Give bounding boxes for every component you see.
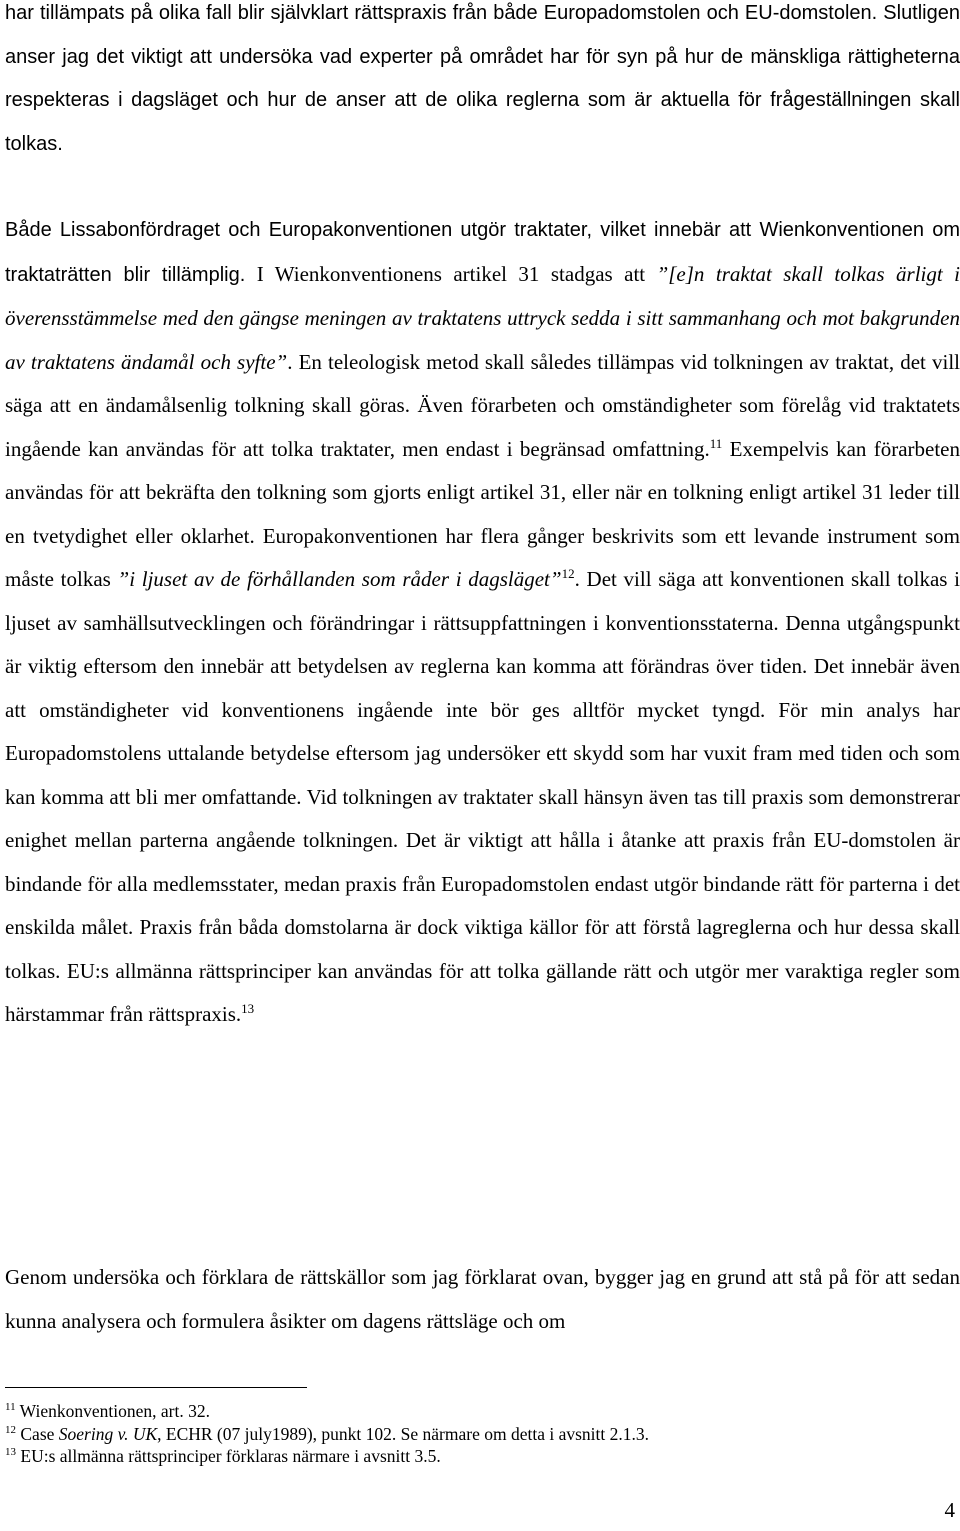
footnote-text: Wienkonventionen, art. 32. — [19, 1401, 210, 1421]
paragraph-text: . En teleologisk metod skall således tillämpas vid tolkningen av traktat, det vill säga att en ändamålsenlig tolkning skall göras. Även förarbeten och omständigheter som förelåg vid traktatets ingående kan användas för att tolka traktater, men endast i begränsad omfattning. — [5, 349, 960, 461]
quote-article-31: ”[e]n traktat skall tolkas ärligt i överensstämmelse med den gängse meningen av traktatens uttryck sedda i sitt sammanhang och mot bakgrunden av traktatens ändamål och syfte” — [5, 261, 960, 374]
quote-living-instrument: ”i ljuset av de förhållanden som råder i dagsläget” — [117, 567, 562, 591]
footnote-text: , ECHR (07 july1989), punkt 102. Se närmare om detta i avsnitt 2.1.3. — [157, 1423, 650, 1444]
footnote-ref-13[interactable]: 13 — [241, 1001, 255, 1016]
paragraph-treaty-interpretation — [5, 208, 960, 1037]
paragraph-text: har tillämpats på olika fall blir självklart rättspraxis från både Europadomstolen och EU-domstolen. Slutligen anser jag det viktigt att undersöka vad experter på området har för syn på hur de mänskliga rättigheterna respekteras i dagsläget och hur de anser att de olika reglerna som är aktuella för frågeställningen skall tolkas. — [5, 2, 960, 155]
footnote-ref-12[interactable]: 12 — [561, 566, 575, 581]
footnote-text: EU:s allmänna rättsprinciper förklaras närmare i avsnitt 3.5. — [20, 1446, 441, 1466]
paragraph-text: . Det vill säga att konventionen skall tolkas i ljuset av samhällsutvecklingen och förändringar i rättsuppfattningen i konventionsstaterna. Denna utgångspunkt är viktig eftersom den innebär att betydelsen av reglerna kan komma att förändras över tiden. Det innebär även att omständigheter vid konventionens ingående inte bör ges alltför mycket tyngd. För min analys har Europadomstolens uttalande betydelse eftersom jag undersöker ett skydd som har vuxit fram med tiden och som kan komma att bli mer omfattande. Vid tolkningen av traktater skall hänsyn även tas till praxis som demonstrerar enighet mellan parterna angående tolkningen. Det är viktigt att hålla i åtanke att praxis från EU-domstolen är bindande för alla medlemsstater, medan praxis från Europadomstolen endast utgör bindande rätt för parterna i det enskilda målet. Praxis från båda domstolarna är dock viktiga källor för att förstå lagreglerna och hur dessa skall tolkas. EU:s allmänna rättsprinciper kan användas för att tolka gällande rätt och utgör mer varaktiga regler som härstammar från rättspraxis. — [5, 567, 960, 1026]
paragraph-conclusion — [5, 1256, 960, 1343]
paragraph-text: Exempelvis kan förarbeten användas för att bekräfta den tolkning som gjorts enligt artikel 31, eller när en tolkning enligt artikel 31 leder till en tvetydighet eller oklarhet. Europakonventionen har flera gånger beskrivits som ett levande instrument som måste tolkas — [5, 436, 960, 591]
paragraph-intro — [5, 0, 960, 166]
footnote-separator — [5, 1387, 307, 1388]
page-number: 4 — [944, 1498, 955, 1522]
footnote-12 — [5, 1423, 960, 1446]
footnote-13 — [5, 1445, 960, 1468]
footnote-ref-11[interactable]: 11 — [709, 435, 723, 451]
case-name: Soering v. UK — [58, 1423, 158, 1444]
footnote-11 — [5, 1400, 960, 1423]
footnote-number: 13 — [5, 1446, 16, 1459]
paragraph-text: I Wienkonventionens artikel 31 stadgas att — [245, 261, 657, 286]
footnote-number: 11 — [5, 1401, 16, 1414]
paragraph-text: Genom undersöka och förklara de rättskällor som jag förklarat ovan, bygger jag en grund att stå på för att sedan kunna analysera och formulera åsikter om dagens rättsläge och om — [5, 1265, 960, 1333]
paragraph-text: Både Lissabonfördraget och Europakonventionen utgör traktater, vilket innebär att Wienkonventionen om traktaträtten blir tillämplig. — [5, 219, 960, 286]
footnotes — [5, 1400, 960, 1468]
footnote-number: 12 — [5, 1423, 16, 1436]
footnote-text: Case — [20, 1423, 59, 1444]
